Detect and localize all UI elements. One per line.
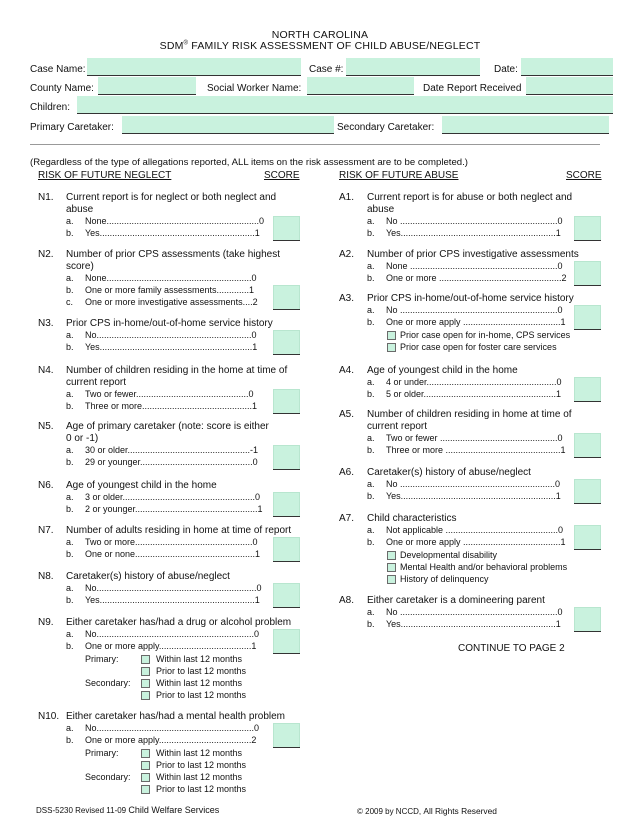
item-n9-question: Either caretaker has/had a drug or alcohol problem [66,617,292,628]
primary-caretaker-field[interactable] [122,116,334,134]
item-n5-number: N5. [38,421,54,432]
item-n2-option: One or more family assessments.............1 [85,285,255,295]
item-n10-sub-checkbox[interactable] [141,761,150,770]
item-n9-option-letter: b. [66,641,74,651]
item-a7-checkbox[interactable] [387,575,396,584]
item-n10-sub-checkbox-label: Within last 12 months [156,748,243,758]
item-n6-option-letter: a. [66,492,74,502]
secondary-caretaker-label: Secondary Caretaker: [337,122,435,133]
item-n8-score-box[interactable] [273,583,300,608]
item-n3-number: N3. [38,318,54,329]
item-n7-question: Number of adults residing in home at time of report [66,525,292,536]
item-n1-question-cont: abuse [66,204,94,215]
date-report-label: Date Report Received [423,83,522,94]
item-a8-option-letter: b. [367,619,375,629]
item-n6-option: 2 or younger.................................................1 [85,504,263,514]
item-a1-question-cont: abuse [367,204,395,215]
item-a7-checkbox-label: History of delinquency [400,574,489,584]
item-n9-sub-checkbox[interactable] [141,679,150,688]
item-a5-question-cont: current report [367,421,428,432]
item-a5-option: Two or fewer ...............................................0 [386,433,563,443]
item-a3-checkbox[interactable] [387,343,396,352]
item-n6-option-letter: b. [66,504,74,514]
item-n10-sub-checkbox-label: Prior to last 12 months [156,760,247,770]
item-n4-question-cont: current report [66,377,127,388]
item-n6-score-line [273,516,300,517]
item-n9-secondary-label: Secondary: [85,678,131,688]
item-n10-sub-checkbox-label: Prior to last 12 months [156,784,247,794]
continue-label: CONTINUE TO PAGE 2 [458,643,565,654]
item-n7-option: Two or more...............................................0 [85,537,258,547]
item-n10-sub-checkbox[interactable] [141,785,150,794]
item-a5-option: Three or more ..............................................1 [386,445,566,455]
state-heading: NORTH CAROLINA [271,29,369,41]
item-n2-score-box[interactable] [273,285,300,310]
item-a3-option-letter: a. [367,305,375,315]
item-n8-question: Caretaker(s) history of abuse/neglect [66,571,230,582]
item-n7-number: N7. [38,525,54,536]
primary-caretaker-label: Primary Caretaker: [30,122,114,133]
item-n4-option-letter: b. [66,401,74,411]
item-n2-option-letter: a. [66,273,74,283]
item-n3-option: No..............................................................0 [85,330,257,340]
item-a3-option: No ...............................................................0 [386,305,563,315]
item-n2-score-line [273,309,300,310]
item-n6-option: 3 or older.....................................................0 [85,492,261,502]
item-n7-score-box[interactable] [273,537,300,562]
social-worker-label: Social Worker Name: [207,83,302,94]
item-n8-score-line [273,607,300,608]
item-a7-score-box[interactable] [574,525,601,550]
item-a8-option: No ...............................................................0 [386,607,563,617]
item-a2-score-box[interactable] [574,261,601,286]
item-a4-score-box[interactable] [574,377,601,402]
item-n2-option: One or more investigative assessments....2 [85,297,258,307]
social-worker-field[interactable] [307,77,414,95]
item-n5-option-letter: a. [66,445,74,455]
item-n8-option: Yes..............................................................1 [85,595,260,605]
item-a6-question: Caretaker(s) history of abuse/neglect [367,467,531,478]
item-n5-option: 30 or older.................................................-1 [85,445,259,455]
item-a3-question: Prior CPS in-home/out-of-home service history [367,293,574,304]
item-n10-question: Either caretaker has/had a mental health problem [66,711,286,722]
item-a7-option-letter: b. [367,537,375,547]
item-n9-number: N9. [38,617,54,628]
item-n8-number: N8. [38,571,54,582]
instructions: (Regardless of the type of allegations reported, ALL items on the risk assessment are to be completed.) [30,157,468,168]
date-report-field[interactable] [526,77,613,95]
item-n9-option-letter: a. [66,629,74,639]
item-a3-checkbox-label: Prior case open for in-home, CPS services [400,330,571,340]
item-a4-number: A4. [339,365,355,376]
item-a7-number: A7. [339,513,355,524]
item-a5-option-letter: b. [367,445,375,455]
item-n5-option: 29 or younger.............................................0 [85,457,258,467]
item-a1-option: No ...............................................................0 [386,216,563,226]
item-n2-question: Number of prior CPS assessments (take highest [66,249,280,260]
item-a1-option-letter: b. [367,228,375,238]
item-a3-option: One or more apply .......................................1 [386,317,566,327]
item-a8-number: A8. [339,595,355,606]
case-name-label: Case Name: [30,64,86,75]
item-a4-option: 5 or older.....................................................1 [386,389,562,399]
item-n9-primary-label: Primary: [85,654,119,664]
item-a1-score-line [574,240,601,241]
item-n10-option-letter: b. [66,735,74,745]
item-a2-option: One or more .................................................2 [386,273,567,283]
item-n1-option: None.............................................................0 [85,216,265,226]
item-n2-question-cont: score) [66,261,94,272]
item-a6-option: Yes..............................................................1 [386,491,561,501]
item-a7-checkbox[interactable] [387,563,396,572]
item-a2-option: None ...........................................................0 [386,261,563,271]
title-prefix: SDM [159,40,184,52]
item-a5-score-box[interactable] [574,433,601,458]
item-a7-checkbox-label: Developmental disability [400,550,498,560]
item-a7-checkbox-label: Mental Health and/or behavioral problems [400,562,568,572]
title-rest: FAMILY RISK ASSESSMENT OF CHILD ABUSE/NEGLECT [188,40,481,52]
item-a8-score-line [574,631,601,632]
item-a3-score-line [574,329,601,330]
item-n10-number: N10. [38,711,60,722]
copyright: © 2009 by NCCD, [357,807,424,816]
item-a2-option-letter: a. [367,261,375,271]
item-n9-sub-checkbox-label: Prior to last 12 months [156,690,247,700]
item-n10-score-line [273,747,300,748]
neglect-score-heading: SCORE [264,170,300,181]
item-a8-question: Either caretaker is a domineering parent [367,595,545,606]
item-n10-option-letter: a. [66,723,74,733]
item-a6-option-letter: a. [367,479,375,489]
item-n9-sub-checkbox[interactable] [141,691,150,700]
item-a2-question: Number of prior CPS investigative assessments [367,249,579,260]
item-n2-option: None..........................................................0 [85,273,257,283]
item-n10-sub-checkbox[interactable] [141,773,150,782]
item-a3-checkbox[interactable] [387,331,396,340]
item-a7-score-line [574,549,601,550]
item-n8-option-letter: a. [66,583,74,593]
item-n5-option-letter: b. [66,457,74,467]
item-n4-score-line [273,413,300,414]
item-a2-number: A2. [339,249,355,260]
county-name-field[interactable] [98,77,196,95]
item-a1-question: Current report is for abuse or both neglect and [367,192,573,203]
item-n7-option: One or none................................................1 [85,549,261,559]
item-n9-sub-checkbox[interactable] [141,655,150,664]
item-a1-number: A1. [339,192,355,203]
item-n7-score-line [273,561,300,562]
item-n7-option-letter: a. [66,537,74,547]
secondary-caretaker-field[interactable] [442,116,609,134]
children-label: Children: [30,102,71,113]
item-n6-number: N6. [38,480,54,491]
item-a6-option: No ..............................................................0 [386,479,561,489]
item-n5-question-cont: 0 or -1) [66,433,99,444]
item-a4-option-letter: b. [367,389,375,399]
item-n10-sub-checkbox[interactable] [141,749,150,758]
item-n2-option-letter: b. [66,285,74,295]
children-field[interactable] [77,96,613,114]
item-a6-score-line [574,503,601,504]
item-n9-sub-checkbox-label: Prior to last 12 months [156,666,247,676]
item-n3-option-letter: b. [66,342,74,352]
item-n3-question: Prior CPS in-home/out-of-home service history [66,318,273,329]
item-a1-option-letter: a. [367,216,375,226]
item-n4-option: Two or fewer.............................................0 [85,389,254,399]
item-n4-option-letter: a. [66,389,74,399]
item-a4-question: Age of youngest child in the home [367,365,518,376]
date-field[interactable] [521,58,613,76]
item-a7-option-letter: a. [367,525,375,535]
neglect-heading: RISK OF FUTURE NEGLECT [38,170,172,181]
item-n1-option-letter: b. [66,228,74,238]
abuse-heading: RISK OF FUTURE ABUSE [339,170,459,181]
item-a5-option-letter: a. [367,433,375,443]
item-n1-number: N1. [38,192,54,203]
divider [30,144,600,145]
item-n9-sub-checkbox[interactable] [141,667,150,676]
item-n9-sub-checkbox-label: Within last 12 months [156,654,243,664]
item-a3-checkbox-label: Prior case open for foster care services [400,342,557,352]
item-n10-secondary-label: Secondary: [85,772,131,782]
item-a7-option: One or more apply .......................................1 [386,537,566,547]
item-a3-number: A3. [339,293,355,304]
item-n9-option: No...............................................................0 [85,629,260,639]
item-a7-question: Child characteristics [367,513,457,524]
item-n1-option-letter: a. [66,216,74,226]
registered-mark: ® [183,40,189,47]
footer-right [357,806,497,816]
item-n4-option: Three or more............................................1 [85,401,258,411]
item-n2-number: N2. [38,249,54,260]
county-name-label: County Name: [30,83,94,94]
item-a2-score-line [574,285,601,286]
footer-left [36,805,219,815]
item-n1-score-box[interactable] [273,216,300,241]
item-n4-question: Number of children residing in the home at time of [66,365,288,376]
item-a4-score-line [574,401,601,402]
item-n3-option-letter: a. [66,330,74,340]
item-n9-score-box[interactable] [273,629,300,654]
item-a5-number: A5. [339,409,355,420]
item-a8-score-box[interactable] [574,607,601,632]
item-n3-score-line [273,354,300,355]
item-n6-question: Age of youngest child in the home [66,480,217,491]
item-n8-option-letter: b. [66,595,74,605]
item-n1-question: Current report is for neglect or both neglect and [66,192,277,203]
item-a5-score-line [574,457,601,458]
item-n6-score-box[interactable] [273,492,300,517]
item-a8-option-letter: a. [367,607,375,617]
rights-reserved: All Rights Reserved [423,806,497,816]
item-n9-score-line [273,653,300,654]
item-n10-score-box[interactable] [273,723,300,748]
item-n4-score-box[interactable] [273,389,300,414]
case-number-field[interactable] [346,58,480,76]
item-a4-option-letter: a. [367,377,375,387]
item-a1-option: Yes..............................................................1 [386,228,561,238]
item-a4-option: 4 or under....................................................0 [386,377,562,387]
item-a7-checkbox[interactable] [387,551,396,560]
case-name-field[interactable] [87,58,301,76]
item-n2-option-letter: c. [66,297,74,307]
item-n10-option: No...............................................................0 [85,723,260,733]
item-a6-option-letter: b. [367,491,375,501]
item-n10-sub-checkbox-label: Within last 12 months [156,772,243,782]
item-a5-question: Number of children residing in home at time of [367,409,572,420]
item-a6-score-box[interactable] [574,479,601,504]
item-n3-score-box[interactable] [273,330,300,355]
item-n1-score-line [273,240,300,241]
item-a8-option: Yes..............................................................1 [386,619,561,629]
item-n1-option: Yes..............................................................1 [85,228,260,238]
item-n9-option: One or more apply.....................................1 [85,641,257,651]
item-n3-option: Yes.............................................................1 [85,342,258,352]
date-label: Date: [494,64,518,75]
item-n8-option: No................................................................0 [85,583,262,593]
item-a2-option-letter: b. [367,273,375,283]
form-title [0,40,640,52]
form-number: DSS-5230 Revised 11-09 [36,806,129,815]
agency-name: Child Welfare Services [128,805,220,815]
case-number-label: Case #: [309,64,344,75]
item-n5-score-box[interactable] [273,445,300,470]
item-n10-option: One or more apply.....................................2 [85,735,257,745]
item-n9-sub-checkbox-label: Within last 12 months [156,678,243,688]
item-a3-option-letter: b. [367,317,375,327]
item-n10-primary-label: Primary: [85,748,119,758]
item-n5-score-line [273,469,300,470]
item-a7-option: Not applicable .............................................0 [386,525,564,535]
item-a6-number: A6. [339,467,355,478]
item-n4-number: N4. [38,365,54,376]
abuse-score-heading: SCORE [566,170,602,181]
item-a3-score-box[interactable] [574,305,601,330]
item-a1-score-box[interactable] [574,216,601,241]
item-n7-option-letter: b. [66,549,74,559]
item-n5-question: Age of primary caretaker (note: score is either [66,421,269,432]
